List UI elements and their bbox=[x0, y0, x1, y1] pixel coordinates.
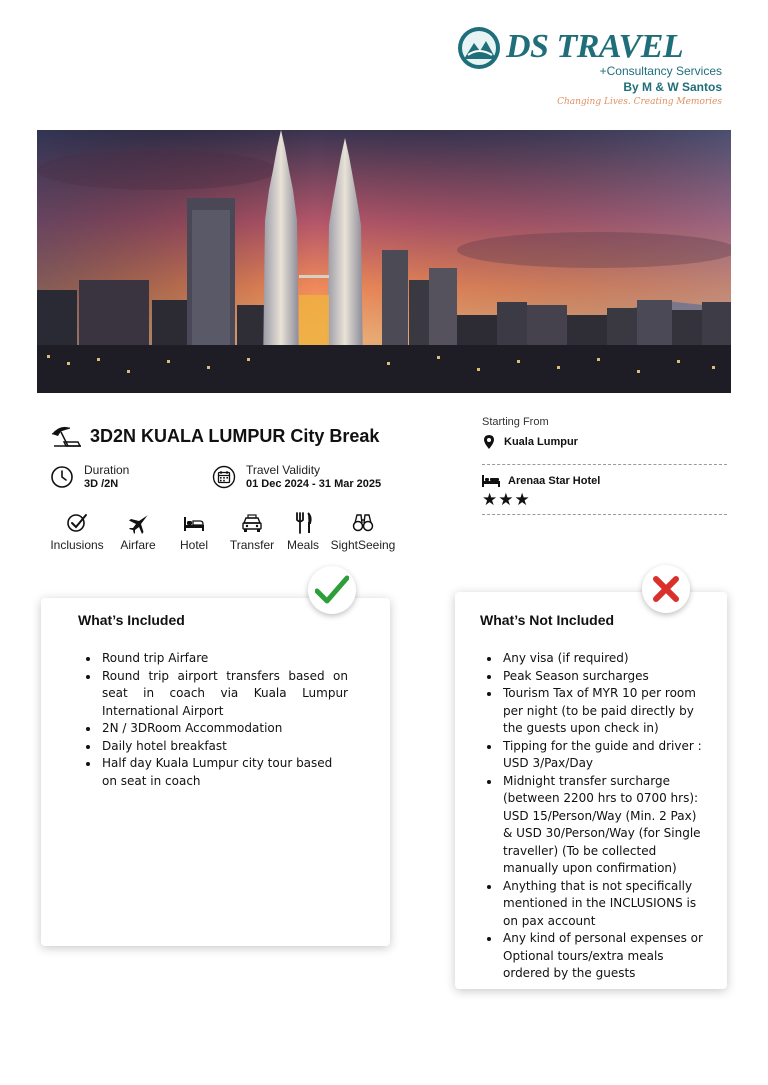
included-card bbox=[41, 598, 390, 946]
bed-icon bbox=[482, 474, 500, 488]
start-city-row bbox=[482, 434, 727, 450]
fork-knife-icon bbox=[292, 512, 314, 534]
company-logo bbox=[456, 22, 728, 114]
list-item: • Tipping for the guide and driver : USD 3/Pax/Day bbox=[501, 738, 709, 773]
feature-label: Hotel bbox=[179, 538, 208, 552]
divider bbox=[482, 464, 727, 465]
starting-from-label: Starting From bbox=[482, 416, 549, 428]
hotel-name: Arenaa Star Hotel bbox=[508, 475, 601, 487]
feature-hotel bbox=[174, 512, 214, 552]
list-item: • Anything that is not specifically mentioned in the INCLUSIONS is on pax account bbox=[501, 878, 709, 931]
excluded-badge bbox=[642, 565, 690, 613]
excluded-list bbox=[501, 650, 709, 983]
included-title: What’s Included bbox=[78, 612, 185, 628]
cross-mark-icon bbox=[651, 574, 681, 604]
bed-icon bbox=[183, 512, 205, 534]
feature-list bbox=[46, 512, 406, 554]
feature-sightseeing bbox=[328, 512, 398, 552]
feature-airfare bbox=[116, 512, 160, 552]
list-item: • Any visa (if required) bbox=[501, 650, 709, 668]
hotel-row bbox=[482, 474, 727, 488]
list-item: • Midnight transfer surcharge (between 2200 hrs to 0700 hrs): USD 15/Person/Way (Min. 2 Pax) & USD 30/Person/Way (for Single traveller) (To be collected manually upon confirmation) bbox=[501, 773, 709, 878]
feature-label: Airfare bbox=[120, 538, 156, 552]
calendar-icon bbox=[212, 465, 236, 489]
logo-emblem-icon bbox=[456, 25, 502, 71]
check-circle-icon bbox=[66, 512, 88, 534]
list-item: • Daily hotel breakfast bbox=[100, 738, 348, 756]
excluded-title: What’s Not Included bbox=[480, 612, 615, 628]
feature-meals bbox=[284, 512, 322, 552]
duration-label: Duration bbox=[84, 463, 130, 477]
feature-transfer bbox=[226, 512, 278, 552]
excluded-card bbox=[455, 592, 727, 989]
trip-info bbox=[482, 416, 727, 515]
start-city: Kuala Lumpur bbox=[504, 436, 578, 448]
logo-byline: By M & W Santos bbox=[623, 80, 722, 94]
included-list bbox=[100, 650, 348, 790]
list-item: • Tourism Tax of MYR 10 per room per night (to be paid directly by the guests upon check in) bbox=[501, 685, 709, 738]
list-item: • Round trip Airfare bbox=[100, 650, 348, 668]
car-icon bbox=[241, 512, 263, 534]
check-mark-icon bbox=[315, 575, 349, 605]
list-item: • Peak Season surcharges bbox=[501, 668, 709, 686]
binoculars-icon bbox=[352, 512, 374, 534]
list-item: • Round trip airport transfers based on seat in coach via Kuala Lumpur International Airport bbox=[100, 668, 348, 721]
list-item: • Half day Kuala Lumpur city tour based on seat in coach bbox=[100, 755, 348, 790]
divider bbox=[482, 514, 727, 515]
feature-inclusions bbox=[48, 512, 106, 552]
package-title: 3D2N KUALA LUMPUR City Break bbox=[90, 425, 380, 446]
airplane-icon bbox=[127, 512, 149, 534]
list-item: • Any kind of personal expenses or Optional tours/extra meals ordered by the guests bbox=[501, 930, 709, 983]
package-title-row bbox=[50, 424, 379, 448]
feature-label: Transfer bbox=[229, 538, 275, 552]
included-badge bbox=[308, 566, 356, 614]
location-pin-icon bbox=[482, 434, 496, 450]
hero-city-skyline-image bbox=[37, 130, 731, 393]
feature-label: Meals bbox=[286, 538, 319, 552]
validity-value: 01 Dec 2024 - 31 Mar 2025 bbox=[246, 478, 382, 490]
logo-tagline: Changing Lives. Creating Memories bbox=[557, 97, 722, 107]
feature-label: Inclusions bbox=[50, 538, 104, 552]
feature-label: SightSeeing bbox=[330, 538, 396, 552]
validity-detail bbox=[212, 463, 381, 490]
logo-name: DS TRAVEL bbox=[506, 28, 684, 65]
duration-value: 3D /2N bbox=[84, 478, 119, 490]
validity-label: Travel Validity bbox=[246, 463, 321, 477]
beach-umbrella-icon bbox=[50, 424, 82, 448]
logo-subtitle: +Consultancy Services bbox=[599, 64, 722, 78]
list-item: • 2N / 3DRoom Accommodation bbox=[100, 720, 348, 738]
hotel-star-rating: ★★★ bbox=[482, 490, 531, 509]
duration-detail bbox=[50, 463, 129, 490]
clock-icon bbox=[50, 465, 74, 489]
